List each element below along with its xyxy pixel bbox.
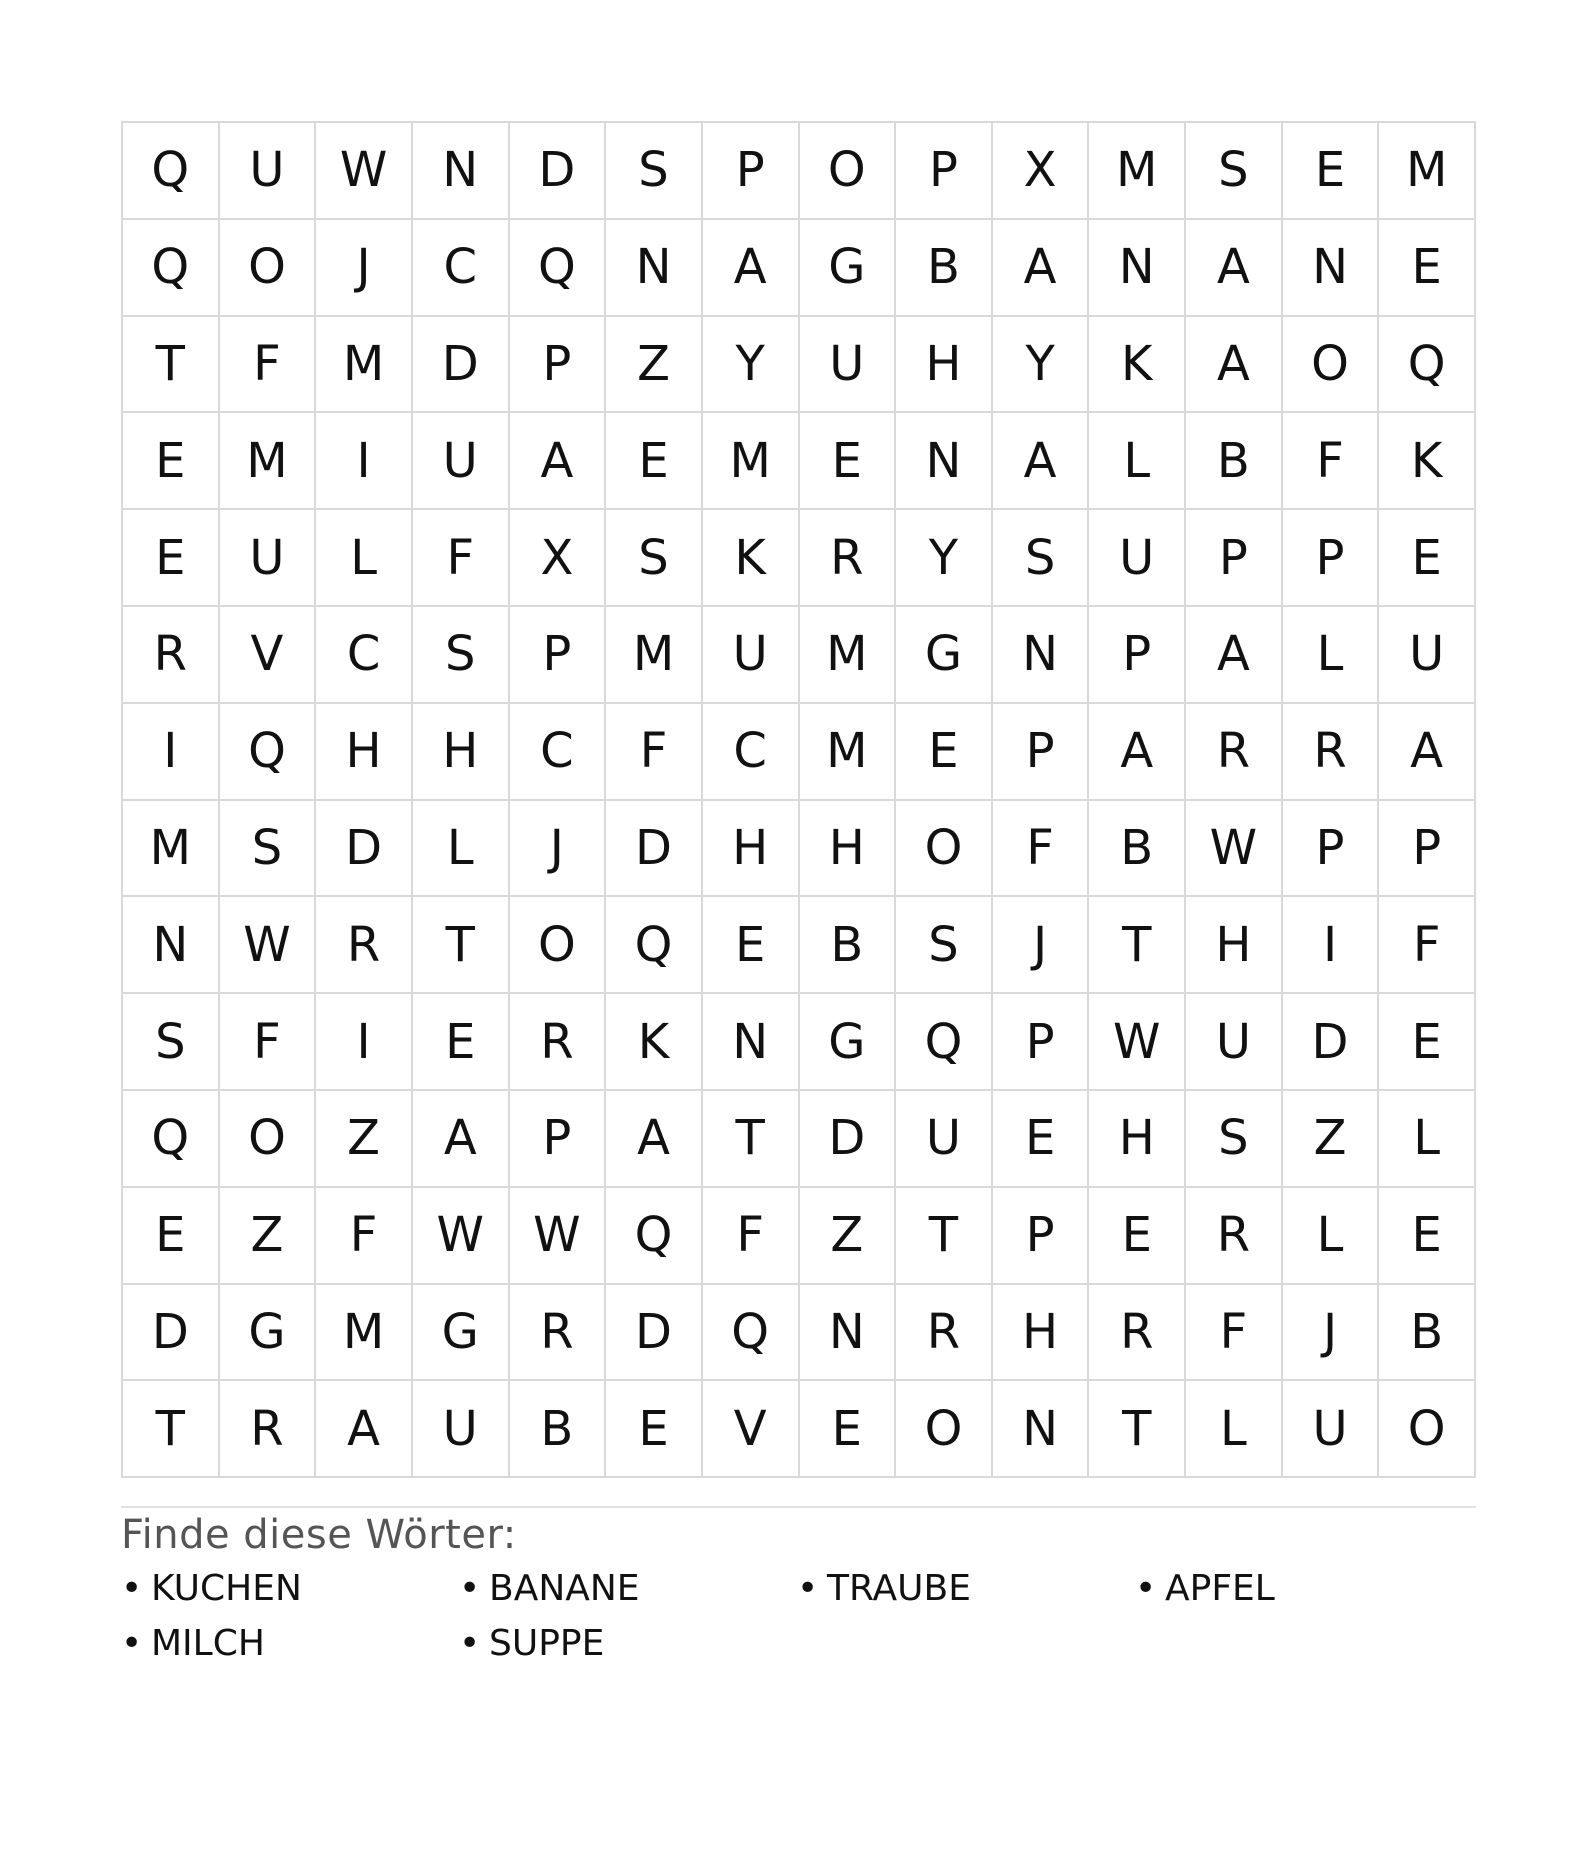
grid-cell[interactable]: O: [1379, 1381, 1476, 1478]
grid-cell[interactable]: P: [510, 317, 607, 414]
grid-cell[interactable]: N: [606, 220, 703, 317]
grid-cell[interactable]: E: [896, 704, 993, 801]
grid-cell[interactable]: P: [510, 607, 607, 704]
grid-cell[interactable]: I: [316, 413, 413, 510]
bullet-icon: •: [459, 1623, 481, 1665]
grid-cell[interactable]: A: [1186, 607, 1283, 704]
grid-cell[interactable]: Z: [316, 1091, 413, 1188]
grid-cell[interactable]: P: [703, 123, 800, 220]
grid-cell[interactable]: R: [800, 510, 897, 607]
word-list-item: [121, 1568, 459, 1609]
grid-cell[interactable]: Q: [123, 220, 220, 317]
grid-cell[interactable]: I: [123, 704, 220, 801]
grid-cell[interactable]: E: [606, 413, 703, 510]
grid-cell[interactable]: F: [606, 704, 703, 801]
grid-cell[interactable]: E: [993, 1091, 1090, 1188]
grid-cell[interactable]: F: [993, 801, 1090, 898]
word-label: SUPPE: [489, 1623, 605, 1665]
grid-cell[interactable]: F: [220, 317, 317, 414]
word-list-item: [1135, 1568, 1473, 1609]
grid-cell[interactable]: D: [800, 1091, 897, 1188]
word-label: MILCH: [151, 1623, 265, 1665]
grid-cell[interactable]: O: [1283, 317, 1380, 414]
grid-cell[interactable]: W: [1089, 994, 1186, 1091]
grid-cell[interactable]: B: [896, 220, 993, 317]
grid-cell[interactable]: Y: [703, 317, 800, 414]
grid-cell[interactable]: W: [316, 123, 413, 220]
grid-cell[interactable]: U: [1186, 994, 1283, 1091]
grid-cell[interactable]: L: [1283, 1188, 1380, 1285]
grid-cell[interactable]: P: [993, 994, 1090, 1091]
grid-cell[interactable]: S: [606, 123, 703, 220]
grid-cell[interactable]: B: [510, 1381, 607, 1478]
grid-cell[interactable]: A: [1379, 704, 1476, 801]
grid-cell[interactable]: U: [1379, 607, 1476, 704]
grid-cell[interactable]: M: [703, 413, 800, 510]
grid-cell[interactable]: N: [1283, 220, 1380, 317]
grid-cell[interactable]: K: [1379, 413, 1476, 510]
grid-cell[interactable]: M: [800, 704, 897, 801]
grid-cell[interactable]: Y: [993, 317, 1090, 414]
grid-cell[interactable]: O: [220, 220, 317, 317]
grid-cell[interactable]: P: [993, 1188, 1090, 1285]
grid-cell[interactable]: K: [606, 994, 703, 1091]
grid-cell[interactable]: H: [1089, 1091, 1186, 1188]
grid-cell[interactable]: R: [1186, 704, 1283, 801]
grid-cell[interactable]: Q: [220, 704, 317, 801]
grid-cell[interactable]: U: [1283, 1381, 1380, 1478]
grid-cell[interactable]: T: [703, 1091, 800, 1188]
bullet-icon: •: [797, 1568, 819, 1610]
grid-cell[interactable]: Q: [606, 1188, 703, 1285]
grid-cell[interactable]: U: [413, 1381, 510, 1478]
word-list-item: [121, 1623, 459, 1664]
grid-cell[interactable]: A: [703, 220, 800, 317]
grid-cell[interactable]: M: [800, 607, 897, 704]
grid-cell[interactable]: F: [703, 1188, 800, 1285]
word-label: TRAUBE: [827, 1568, 971, 1610]
word-search-puzzle: [121, 121, 1476, 1664]
grid-cell[interactable]: E: [703, 897, 800, 994]
bullet-icon: •: [121, 1568, 143, 1610]
grid-cell[interactable]: O: [510, 897, 607, 994]
grid-cell[interactable]: F: [413, 510, 510, 607]
grid-cell[interactable]: E: [413, 994, 510, 1091]
grid-cell[interactable]: D: [316, 801, 413, 898]
grid-cell[interactable]: M: [220, 413, 317, 510]
grid-cell[interactable]: Z: [220, 1188, 317, 1285]
grid-cell[interactable]: Z: [800, 1188, 897, 1285]
bullet-icon: •: [459, 1568, 481, 1610]
grid-cell[interactable]: R: [1283, 704, 1380, 801]
grid-cell[interactable]: K: [1089, 317, 1186, 414]
grid-cell[interactable]: T: [123, 317, 220, 414]
grid-cell[interactable]: R: [316, 897, 413, 994]
grid-cell[interactable]: U: [896, 1091, 993, 1188]
bullet-icon: •: [1135, 1568, 1157, 1610]
grid-cell[interactable]: P: [993, 704, 1090, 801]
word-label: KUCHEN: [151, 1568, 302, 1610]
grid-cell[interactable]: W: [220, 897, 317, 994]
grid-cell[interactable]: W: [413, 1188, 510, 1285]
grid-cell[interactable]: O: [800, 123, 897, 220]
grid-cell[interactable]: C: [510, 704, 607, 801]
grid-cell[interactable]: A: [606, 1091, 703, 1188]
grid-cell[interactable]: Q: [1379, 317, 1476, 414]
grid-cell[interactable]: Q: [123, 123, 220, 220]
grid-cell[interactable]: P: [510, 1091, 607, 1188]
grid-cell[interactable]: V: [220, 607, 317, 704]
grid-cell[interactable]: S: [413, 607, 510, 704]
grid-cell[interactable]: S: [993, 510, 1090, 607]
grid-cell[interactable]: H: [1186, 897, 1283, 994]
grid-cell[interactable]: E: [800, 413, 897, 510]
grid-cell[interactable]: M: [316, 317, 413, 414]
grid-cell[interactable]: E: [1379, 1188, 1476, 1285]
grid-cell[interactable]: B: [1186, 413, 1283, 510]
grid-cell[interactable]: U: [220, 123, 317, 220]
grid-cell[interactable]: I: [316, 994, 413, 1091]
word-list-title: Finde diese Wörter:: [121, 1512, 517, 1559]
grid-cell[interactable]: F: [316, 1188, 413, 1285]
grid-cell[interactable]: D: [413, 317, 510, 414]
grid-cell[interactable]: M: [316, 1285, 413, 1382]
grid-cell[interactable]: A: [1089, 704, 1186, 801]
grid-cell[interactable]: V: [703, 1381, 800, 1478]
grid-cell[interactable]: B: [1089, 801, 1186, 898]
grid-cell[interactable]: G: [800, 994, 897, 1091]
grid-cell[interactable]: R: [1089, 1285, 1186, 1382]
grid-cell[interactable]: S: [220, 801, 317, 898]
grid-cell[interactable]: P: [1283, 801, 1380, 898]
grid-cell[interactable]: T: [413, 897, 510, 994]
grid-cell[interactable]: E: [123, 1188, 220, 1285]
grid-cell[interactable]: U: [800, 317, 897, 414]
grid-cell[interactable]: M: [1089, 123, 1186, 220]
grid-cell[interactable]: N: [703, 994, 800, 1091]
grid-cell[interactable]: S: [896, 897, 993, 994]
grid-cell[interactable]: J: [510, 801, 607, 898]
grid-cell[interactable]: N: [123, 897, 220, 994]
grid-cell[interactable]: U: [1089, 510, 1186, 607]
grid-cell[interactable]: Q: [703, 1285, 800, 1382]
grid-cell[interactable]: P: [1283, 510, 1380, 607]
grid-cell[interactable]: A: [993, 220, 1090, 317]
grid-cell[interactable]: G: [220, 1285, 317, 1382]
grid-cell[interactable]: H: [896, 317, 993, 414]
grid-cell[interactable]: B: [1379, 1285, 1476, 1382]
grid-cell[interactable]: M: [123, 801, 220, 898]
grid-cell[interactable]: X: [510, 510, 607, 607]
grid-cell[interactable]: E: [800, 1381, 897, 1478]
grid-cell[interactable]: N: [993, 607, 1090, 704]
grid-cell[interactable]: P: [896, 123, 993, 220]
grid-cell[interactable]: H: [800, 801, 897, 898]
grid-cell[interactable]: R: [220, 1381, 317, 1478]
grid-cell[interactable]: Q: [510, 220, 607, 317]
grid-cell[interactable]: L: [1186, 1381, 1283, 1478]
bullet-icon: •: [121, 1623, 143, 1665]
grid-cell[interactable]: X: [993, 123, 1090, 220]
grid-cell[interactable]: S: [606, 510, 703, 607]
grid-cell[interactable]: F: [1379, 897, 1476, 994]
divider: [121, 1506, 1476, 1508]
grid-cell[interactable]: T: [1089, 897, 1186, 994]
grid-cell[interactable]: S: [1186, 1091, 1283, 1188]
grid-cell[interactable]: T: [123, 1381, 220, 1478]
grid-cell[interactable]: N: [993, 1381, 1090, 1478]
grid-cell[interactable]: E: [606, 1381, 703, 1478]
grid-cell[interactable]: C: [413, 220, 510, 317]
grid-cell[interactable]: F: [1283, 413, 1380, 510]
grid-cell[interactable]: C: [316, 607, 413, 704]
word-list-item: [459, 1568, 797, 1609]
grid-cell[interactable]: W: [510, 1188, 607, 1285]
grid-cell[interactable]: H: [703, 801, 800, 898]
grid-cell[interactable]: J: [316, 220, 413, 317]
grid-cell[interactable]: U: [220, 510, 317, 607]
grid-cell[interactable]: G: [413, 1285, 510, 1382]
grid-cell[interactable]: Q: [123, 1091, 220, 1188]
word-list-item: [797, 1568, 1135, 1609]
grid-cell[interactable]: J: [1283, 1285, 1380, 1382]
grid-cell[interactable]: P: [1379, 801, 1476, 898]
grid-cell[interactable]: D: [606, 801, 703, 898]
word-label: BANANE: [489, 1568, 640, 1610]
grid-cell[interactable]: R: [510, 994, 607, 1091]
grid-cell[interactable]: Z: [1283, 1091, 1380, 1188]
grid-cell[interactable]: E: [1089, 1188, 1186, 1285]
grid-cell[interactable]: R: [123, 607, 220, 704]
letter-grid: [121, 121, 1476, 1478]
grid-cell[interactable]: G: [896, 607, 993, 704]
grid-cell[interactable]: P: [1186, 510, 1283, 607]
grid-cell[interactable]: K: [703, 510, 800, 607]
grid-cell[interactable]: D: [123, 1285, 220, 1382]
grid-cell[interactable]: P: [1089, 607, 1186, 704]
grid-cell[interactable]: H: [993, 1285, 1090, 1382]
grid-cell[interactable]: L: [1283, 607, 1380, 704]
grid-cell[interactable]: A: [1186, 220, 1283, 317]
grid-cell[interactable]: D: [1283, 994, 1380, 1091]
grid-cell[interactable]: L: [1089, 413, 1186, 510]
grid-cell[interactable]: A: [316, 1381, 413, 1478]
grid-cell[interactable]: R: [896, 1285, 993, 1382]
grid-cell[interactable]: E: [1283, 123, 1380, 220]
grid-cell[interactable]: B: [800, 897, 897, 994]
grid-cell[interactable]: H: [316, 704, 413, 801]
grid-cell[interactable]: E: [123, 413, 220, 510]
grid-cell[interactable]: L: [316, 510, 413, 607]
grid-cell[interactable]: Q: [896, 994, 993, 1091]
grid-cell[interactable]: O: [896, 1381, 993, 1478]
grid-cell[interactable]: Q: [606, 897, 703, 994]
grid-cell[interactable]: J: [993, 897, 1090, 994]
grid-cell[interactable]: U: [703, 607, 800, 704]
grid-cell[interactable]: E: [1379, 994, 1476, 1091]
grid-cell[interactable]: D: [606, 1285, 703, 1382]
grid-cell[interactable]: M: [1379, 123, 1476, 220]
grid-cell[interactable]: W: [1186, 801, 1283, 898]
grid-cell[interactable]: N: [1089, 220, 1186, 317]
grid-cell[interactable]: L: [1379, 1091, 1476, 1188]
grid-cell[interactable]: N: [800, 1285, 897, 1382]
grid-cell[interactable]: U: [413, 413, 510, 510]
grid-cell[interactable]: A: [413, 1091, 510, 1188]
grid-cell[interactable]: O: [896, 801, 993, 898]
grid-cell[interactable]: I: [1283, 897, 1380, 994]
grid-cell[interactable]: S: [1186, 123, 1283, 220]
grid-cell[interactable]: S: [123, 994, 220, 1091]
grid-cell[interactable]: F: [1186, 1285, 1283, 1382]
word-list-item: [459, 1623, 797, 1664]
grid-cell[interactable]: M: [606, 607, 703, 704]
grid-cell[interactable]: F: [220, 994, 317, 1091]
grid-cell[interactable]: A: [510, 413, 607, 510]
grid-cell[interactable]: A: [1186, 317, 1283, 414]
grid-cell[interactable]: N: [413, 123, 510, 220]
grid-cell[interactable]: R: [510, 1285, 607, 1382]
word-list: [121, 1568, 1476, 1664]
grid-cell[interactable]: G: [800, 220, 897, 317]
grid-cell[interactable]: O: [220, 1091, 317, 1188]
grid-cell[interactable]: D: [510, 123, 607, 220]
grid-cell[interactable]: E: [1379, 220, 1476, 317]
grid-cell[interactable]: N: [896, 413, 993, 510]
grid-cell[interactable]: Z: [606, 317, 703, 414]
grid-cell[interactable]: E: [1379, 510, 1476, 607]
grid-cell[interactable]: A: [993, 413, 1090, 510]
grid-cell[interactable]: Y: [896, 510, 993, 607]
word-label: APFEL: [1165, 1568, 1275, 1610]
grid-cell[interactable]: T: [1089, 1381, 1186, 1478]
grid-cell[interactable]: L: [413, 801, 510, 898]
grid-cell[interactable]: R: [1186, 1188, 1283, 1285]
grid-cell[interactable]: H: [413, 704, 510, 801]
grid-cell[interactable]: E: [123, 510, 220, 607]
grid-cell[interactable]: T: [896, 1188, 993, 1285]
grid-cell[interactable]: C: [703, 704, 800, 801]
